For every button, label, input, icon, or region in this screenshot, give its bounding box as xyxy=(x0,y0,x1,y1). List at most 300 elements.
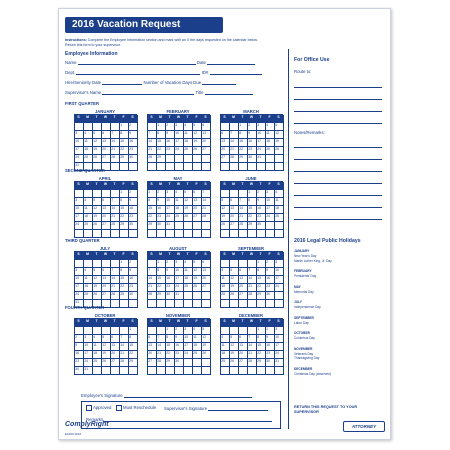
day-cell[interactable]: 20 xyxy=(102,284,111,292)
day-cell[interactable]: 8 xyxy=(120,198,129,206)
hire-field[interactable] xyxy=(102,79,142,85)
day-cell[interactable]: 10 xyxy=(184,335,193,343)
day-cell[interactable]: 27 xyxy=(230,222,239,230)
employee-signature-field[interactable] xyxy=(124,392,252,398)
day-cell[interactable]: 27 xyxy=(202,284,211,292)
day-cell[interactable]: 4 xyxy=(221,268,230,276)
day-cell[interactable]: 24 xyxy=(175,284,184,292)
day-cell[interactable]: 24 xyxy=(175,147,184,155)
day-cell[interactable]: 31 xyxy=(75,163,84,171)
day-cell[interactable]: 8 xyxy=(166,335,175,343)
day-cell[interactable]: 31 xyxy=(84,367,93,375)
notes-line[interactable] xyxy=(294,195,382,196)
day-cell[interactable]: 3 xyxy=(175,260,184,268)
day-cell[interactable]: 13 xyxy=(102,276,111,284)
day-cell[interactable]: 17 xyxy=(257,139,266,147)
day-cell[interactable]: 28 xyxy=(111,155,120,163)
day-cell[interactable]: 20 xyxy=(111,351,120,359)
day-cell[interactable]: 22 xyxy=(120,214,129,222)
day-cell[interactable]: 22 xyxy=(239,147,248,155)
day-cell[interactable]: 27 xyxy=(102,222,111,230)
day-cell[interactable]: 2 xyxy=(257,190,266,198)
day-cell[interactable]: 28 xyxy=(148,292,157,300)
day-cell[interactable]: 9 xyxy=(129,198,138,206)
day-cell[interactable]: 1 xyxy=(120,190,129,198)
day-cell[interactable]: 18 xyxy=(275,206,284,214)
day-cell[interactable]: 19 xyxy=(202,343,211,351)
day-cell[interactable]: 14 xyxy=(157,343,166,351)
day-cell[interactable]: 29 xyxy=(239,155,248,163)
day-cell[interactable]: 15 xyxy=(166,343,175,351)
day-cell[interactable]: 22 xyxy=(248,214,257,222)
day-cell[interactable]: 17 xyxy=(266,206,275,214)
day-cell[interactable]: 1 xyxy=(166,327,175,335)
day-cell[interactable]: 2 xyxy=(129,260,138,268)
day-cell[interactable]: 28 xyxy=(239,222,248,230)
day-cell[interactable]: 1 xyxy=(239,123,248,131)
day-cell[interactable]: 23 xyxy=(266,284,275,292)
day-cell[interactable]: 15 xyxy=(248,206,257,214)
day-cell[interactable]: 14 xyxy=(230,139,239,147)
day-cell[interactable]: 18 xyxy=(221,284,230,292)
day-cell[interactable]: 11 xyxy=(184,131,193,139)
day-cell[interactable]: 17 xyxy=(75,214,84,222)
day-cell[interactable]: 1 xyxy=(257,260,266,268)
day-cell[interactable]: 1 xyxy=(148,190,157,198)
notes-line[interactable] xyxy=(294,207,382,208)
day-cell[interactable]: 25 xyxy=(275,214,284,222)
day-cell[interactable]: 2 xyxy=(129,123,138,131)
day-cell[interactable]: 25 xyxy=(221,292,230,300)
day-cell[interactable]: 2 xyxy=(248,123,257,131)
day-cell[interactable]: 13 xyxy=(102,139,111,147)
approved-option[interactable] xyxy=(86,405,111,411)
day-cell[interactable]: 11 xyxy=(221,343,230,351)
day-cell[interactable]: 24 xyxy=(184,351,193,359)
day-cell[interactable]: 18 xyxy=(193,343,202,351)
day-cell[interactable]: 18 xyxy=(84,214,93,222)
day-cell[interactable]: 4 xyxy=(84,198,93,206)
day-cell[interactable]: 18 xyxy=(221,351,230,359)
day-cell[interactable]: 17 xyxy=(275,343,284,351)
day-cell[interactable]: 30 xyxy=(75,367,84,375)
day-cell[interactable]: 23 xyxy=(166,147,175,155)
day-cell[interactable]: 2 xyxy=(166,260,175,268)
day-cell[interactable]: 22 xyxy=(129,351,138,359)
day-cell[interactable]: 27 xyxy=(193,214,202,222)
day-cell[interactable]: 4 xyxy=(275,190,284,198)
day-cell[interactable]: 21 xyxy=(120,351,129,359)
day-cell[interactable]: 20 xyxy=(230,214,239,222)
day-cell[interactable]: 11 xyxy=(184,268,193,276)
day-cell[interactable]: 9 xyxy=(166,268,175,276)
day-cell[interactable]: 24 xyxy=(84,359,93,367)
day-cell[interactable]: 30 xyxy=(266,359,275,367)
day-cell[interactable]: 20 xyxy=(102,214,111,222)
day-cell[interactable]: 7 xyxy=(230,131,239,139)
day-cell[interactable]: 12 xyxy=(102,343,111,351)
day-cell[interactable]: 21 xyxy=(230,147,239,155)
day-cell[interactable]: 9 xyxy=(129,131,138,139)
day-cell[interactable]: 21 xyxy=(111,214,120,222)
day-cell[interactable]: 14 xyxy=(239,206,248,214)
day-cell[interactable]: 14 xyxy=(148,276,157,284)
day-cell[interactable]: 1 xyxy=(129,327,138,335)
day-cell[interactable]: 6 xyxy=(202,260,211,268)
day-cell[interactable]: 30 xyxy=(175,359,184,367)
day-cell[interactable]: 29 xyxy=(257,359,266,367)
day-cell[interactable]: 18 xyxy=(93,351,102,359)
day-cell[interactable]: 7 xyxy=(111,131,120,139)
day-cell[interactable]: 7 xyxy=(148,268,157,276)
day-cell[interactable]: 2 xyxy=(129,190,138,198)
day-cell[interactable]: 31 xyxy=(257,155,266,163)
day-cell[interactable]: 19 xyxy=(230,351,239,359)
day-cell[interactable]: 2 xyxy=(175,327,184,335)
day-cell[interactable]: 1 xyxy=(157,260,166,268)
day-cell[interactable]: 6 xyxy=(221,131,230,139)
day-cell[interactable]: 2 xyxy=(266,327,275,335)
day-cell[interactable]: 30 xyxy=(248,155,257,163)
day-cell[interactable]: 21 xyxy=(239,214,248,222)
day-cell[interactable]: 26 xyxy=(102,359,111,367)
notes-line[interactable] xyxy=(294,147,382,148)
day-cell[interactable]: 20 xyxy=(102,147,111,155)
day-cell[interactable]: 4 xyxy=(184,123,193,131)
day-cell[interactable]: 4 xyxy=(221,335,230,343)
day-cell[interactable]: 26 xyxy=(193,147,202,155)
day-cell[interactable]: 26 xyxy=(184,214,193,222)
day-cell[interactable]: 3 xyxy=(275,327,284,335)
day-cell[interactable]: 7 xyxy=(111,268,120,276)
day-cell[interactable]: 16 xyxy=(175,343,184,351)
day-cell[interactable]: 13 xyxy=(202,268,211,276)
day-cell[interactable]: 14 xyxy=(248,276,257,284)
day-cell[interactable]: 3 xyxy=(75,198,84,206)
day-cell[interactable]: 19 xyxy=(93,284,102,292)
day-cell[interactable]: 29 xyxy=(120,292,129,300)
day-cell[interactable]: 1 xyxy=(120,260,129,268)
day-cell[interactable]: 21 xyxy=(157,351,166,359)
must-reschedule-checkbox[interactable] xyxy=(116,405,122,411)
dept-field[interactable] xyxy=(76,69,200,75)
day-cell[interactable]: 2 xyxy=(166,123,175,131)
day-cell[interactable]: 15 xyxy=(148,206,157,214)
day-cell[interactable]: 9 xyxy=(75,343,84,351)
day-cell[interactable]: 4 xyxy=(175,190,184,198)
day-cell[interactable]: 21 xyxy=(111,284,120,292)
day-cell[interactable]: 21 xyxy=(248,351,257,359)
day-cell[interactable]: 30 xyxy=(157,222,166,230)
day-cell[interactable]: 14 xyxy=(248,343,257,351)
day-cell[interactable]: 8 xyxy=(157,268,166,276)
day-cell[interactable]: 28 xyxy=(111,222,120,230)
day-cell[interactable]: 11 xyxy=(175,198,184,206)
day-cell[interactable]: 29 xyxy=(157,292,166,300)
day-cell[interactable]: 13 xyxy=(230,206,239,214)
day-cell[interactable]: 27 xyxy=(239,292,248,300)
day-cell[interactable]: 1 xyxy=(248,190,257,198)
day-cell[interactable]: 9 xyxy=(166,131,175,139)
day-cell[interactable]: 6 xyxy=(230,198,239,206)
supervisor-field[interactable] xyxy=(102,89,194,95)
day-cell[interactable]: 19 xyxy=(275,139,284,147)
day-cell[interactable]: 5 xyxy=(230,335,239,343)
day-cell[interactable]: 24 xyxy=(75,155,84,163)
day-cell[interactable]: 10 xyxy=(75,206,84,214)
day-cell[interactable]: 17 xyxy=(75,284,84,292)
day-cell[interactable]: 31 xyxy=(166,222,175,230)
day-cell[interactable]: 17 xyxy=(184,343,193,351)
day-cell[interactable]: 20 xyxy=(221,147,230,155)
day-cell[interactable]: 21 xyxy=(148,147,157,155)
day-cell[interactable]: 14 xyxy=(111,139,120,147)
day-cell[interactable]: 27 xyxy=(221,155,230,163)
day-cell[interactable]: 12 xyxy=(93,206,102,214)
day-cell[interactable]: 8 xyxy=(120,268,129,276)
day-cell[interactable]: 1 xyxy=(120,123,129,131)
day-cell[interactable]: 25 xyxy=(266,147,275,155)
day-cell[interactable]: 29 xyxy=(148,222,157,230)
supervisor-signature-field[interactable] xyxy=(208,405,268,411)
day-cell[interactable]: 3 xyxy=(175,123,184,131)
day-cell[interactable]: 21 xyxy=(111,147,120,155)
day-cell[interactable]: 29 xyxy=(257,292,266,300)
notes-line[interactable] xyxy=(294,183,382,184)
day-cell[interactable]: 9 xyxy=(129,268,138,276)
day-cell[interactable]: 19 xyxy=(93,214,102,222)
day-cell[interactable]: 3 xyxy=(75,268,84,276)
day-cell[interactable]: 13 xyxy=(202,131,211,139)
day-cell[interactable]: 18 xyxy=(84,147,93,155)
day-cell[interactable]: 5 xyxy=(102,335,111,343)
day-cell[interactable]: 3 xyxy=(75,131,84,139)
day-cell[interactable]: 2 xyxy=(75,335,84,343)
day-cell[interactable]: 8 xyxy=(148,198,157,206)
day-cell[interactable]: 28 xyxy=(111,292,120,300)
day-cell[interactable]: 6 xyxy=(148,335,157,343)
day-cell[interactable]: 28 xyxy=(248,359,257,367)
day-cell[interactable]: 30 xyxy=(129,155,138,163)
day-cell[interactable]: 15 xyxy=(257,276,266,284)
day-cell[interactable]: 6 xyxy=(102,198,111,206)
day-cell[interactable]: 5 xyxy=(184,190,193,198)
day-cell[interactable]: 24 xyxy=(166,214,175,222)
day-cell[interactable]: 6 xyxy=(239,268,248,276)
day-cell[interactable]: 5 xyxy=(193,123,202,131)
day-cell[interactable]: 25 xyxy=(84,155,93,163)
day-cell[interactable]: 16 xyxy=(129,206,138,214)
day-cell[interactable]: 4 xyxy=(193,327,202,335)
day-cell[interactable]: 20 xyxy=(148,351,157,359)
day-cell[interactable]: 22 xyxy=(157,147,166,155)
day-cell[interactable]: 8 xyxy=(257,335,266,343)
day-cell[interactable]: 10 xyxy=(175,268,184,276)
day-cell[interactable]: 15 xyxy=(257,343,266,351)
day-cell[interactable]: 16 xyxy=(166,276,175,284)
day-cell[interactable]: 16 xyxy=(157,206,166,214)
day-cell[interactable]: 19 xyxy=(230,284,239,292)
day-cell[interactable]: 3 xyxy=(184,327,193,335)
day-cell[interactable]: 26 xyxy=(93,222,102,230)
day-cell[interactable]: 16 xyxy=(129,276,138,284)
day-cell[interactable]: 2 xyxy=(157,190,166,198)
day-cell[interactable]: 26 xyxy=(93,155,102,163)
day-cell[interactable]: 23 xyxy=(129,147,138,155)
day-cell[interactable]: 22 xyxy=(148,214,157,222)
day-cell[interactable]: 29 xyxy=(157,155,166,163)
day-cell[interactable]: 23 xyxy=(175,351,184,359)
day-cell[interactable]: 8 xyxy=(120,131,129,139)
day-cell[interactable]: 12 xyxy=(193,268,202,276)
day-cell[interactable]: 25 xyxy=(221,359,230,367)
day-cell[interactable]: 5 xyxy=(221,198,230,206)
day-cell[interactable]: 14 xyxy=(111,276,120,284)
day-cell[interactable]: 29 xyxy=(166,359,175,367)
remarks-field[interactable] xyxy=(104,416,272,422)
id-field[interactable] xyxy=(210,69,262,75)
day-cell[interactable]: 26 xyxy=(275,147,284,155)
day-cell[interactable]: 12 xyxy=(184,198,193,206)
day-cell[interactable]: 9 xyxy=(266,335,275,343)
day-cell[interactable]: 27 xyxy=(239,359,248,367)
day-cell[interactable]: 24 xyxy=(75,222,84,230)
day-cell[interactable]: 13 xyxy=(148,343,157,351)
day-cell[interactable]: 4 xyxy=(84,131,93,139)
day-cell[interactable]: 28 xyxy=(202,214,211,222)
day-cell[interactable]: 28 xyxy=(120,359,129,367)
notes-line[interactable] xyxy=(294,159,382,160)
day-cell[interactable]: 15 xyxy=(129,343,138,351)
day-cell[interactable]: 12 xyxy=(93,139,102,147)
day-cell[interactable]: 15 xyxy=(157,139,166,147)
day-cell[interactable]: 20 xyxy=(193,206,202,214)
day-cell[interactable]: 18 xyxy=(175,206,184,214)
day-cell[interactable]: 16 xyxy=(129,139,138,147)
day-cell[interactable]: 6 xyxy=(102,268,111,276)
day-cell[interactable]: 25 xyxy=(193,351,202,359)
day-cell[interactable]: 13 xyxy=(239,343,248,351)
day-cell[interactable]: 16 xyxy=(75,351,84,359)
day-cell[interactable]: 5 xyxy=(93,131,102,139)
day-cell[interactable]: 8 xyxy=(248,198,257,206)
day-cell[interactable]: 11 xyxy=(221,276,230,284)
day-cell[interactable]: 13 xyxy=(111,343,120,351)
day-cell[interactable]: 14 xyxy=(120,343,129,351)
day-cell[interactable]: 14 xyxy=(111,206,120,214)
day-cell[interactable]: 18 xyxy=(84,284,93,292)
day-cell[interactable]: 19 xyxy=(102,351,111,359)
day-cell[interactable]: 1 xyxy=(257,327,266,335)
day-cell[interactable]: 7 xyxy=(239,198,248,206)
day-cell[interactable]: 10 xyxy=(266,198,275,206)
day-cell[interactable]: 19 xyxy=(93,147,102,155)
day-cell[interactable]: 20 xyxy=(202,276,211,284)
day-cell[interactable]: 11 xyxy=(84,139,93,147)
date-field[interactable] xyxy=(207,59,255,65)
day-cell[interactable]: 4 xyxy=(93,335,102,343)
day-cell[interactable]: 30 xyxy=(257,222,266,230)
day-cell[interactable]: 12 xyxy=(93,276,102,284)
day-cell[interactable]: 15 xyxy=(239,139,248,147)
day-cell[interactable]: 15 xyxy=(120,139,129,147)
day-cell[interactable]: 8 xyxy=(257,268,266,276)
day-cell[interactable]: 30 xyxy=(266,292,275,300)
day-cell[interactable]: 3 xyxy=(84,335,93,343)
day-cell[interactable]: 17 xyxy=(75,147,84,155)
name-field[interactable] xyxy=(78,59,196,65)
day-cell[interactable]: 27 xyxy=(202,147,211,155)
day-cell[interactable]: 12 xyxy=(221,206,230,214)
day-cell[interactable]: 15 xyxy=(120,206,129,214)
day-cell[interactable]: 20 xyxy=(202,139,211,147)
day-cell[interactable]: 18 xyxy=(266,139,275,147)
route-line[interactable] xyxy=(294,111,382,112)
day-cell[interactable]: 20 xyxy=(239,284,248,292)
day-cell[interactable]: 7 xyxy=(248,335,257,343)
day-cell[interactable]: 21 xyxy=(202,206,211,214)
day-cell[interactable]: 5 xyxy=(93,268,102,276)
approved-checkbox[interactable] xyxy=(86,405,92,411)
day-cell[interactable]: 23 xyxy=(157,214,166,222)
day-cell[interactable]: 5 xyxy=(275,123,284,131)
day-cell[interactable]: 3 xyxy=(166,190,175,198)
day-cell[interactable]: 23 xyxy=(166,284,175,292)
day-cell[interactable]: 24 xyxy=(275,284,284,292)
day-cell[interactable]: 6 xyxy=(202,123,211,131)
day-cell[interactable]: 26 xyxy=(202,351,211,359)
day-cell[interactable]: 28 xyxy=(157,359,166,367)
day-cell[interactable]: 6 xyxy=(111,335,120,343)
day-cell[interactable]: 23 xyxy=(248,147,257,155)
day-cell[interactable]: 7 xyxy=(148,131,157,139)
day-cell[interactable]: 17 xyxy=(175,139,184,147)
day-cell[interactable]: 23 xyxy=(257,214,266,222)
day-cell[interactable]: 27 xyxy=(148,359,157,367)
day-cell[interactable]: 21 xyxy=(248,284,257,292)
day-cell[interactable]: 30 xyxy=(166,292,175,300)
day-cell[interactable]: 25 xyxy=(93,359,102,367)
day-cell[interactable]: 7 xyxy=(120,335,129,343)
day-cell[interactable]: 26 xyxy=(221,222,230,230)
day-cell[interactable]: 12 xyxy=(202,335,211,343)
day-cell[interactable]: 25 xyxy=(184,147,193,155)
day-cell[interactable]: 4 xyxy=(84,268,93,276)
must-reschedule-option[interactable] xyxy=(116,405,156,411)
day-cell[interactable]: 23 xyxy=(129,284,138,292)
day-cell[interactable]: 27 xyxy=(102,155,111,163)
day-cell[interactable]: 9 xyxy=(266,268,275,276)
day-cell[interactable]: 25 xyxy=(84,222,93,230)
day-cell[interactable]: 15 xyxy=(157,276,166,284)
route-line[interactable] xyxy=(294,87,382,88)
day-cell[interactable]: 23 xyxy=(266,351,275,359)
day-cell[interactable]: 6 xyxy=(193,190,202,198)
day-cell[interactable]: 18 xyxy=(184,139,193,147)
day-cell[interactable]: 16 xyxy=(248,139,257,147)
day-cell[interactable]: 22 xyxy=(257,284,266,292)
day-cell[interactable]: 3 xyxy=(266,190,275,198)
day-cell[interactable]: 24 xyxy=(266,214,275,222)
day-cell[interactable]: 26 xyxy=(93,292,102,300)
day-cell[interactable]: 8 xyxy=(157,131,166,139)
day-cell[interactable]: 13 xyxy=(239,276,248,284)
day-cell[interactable]: 19 xyxy=(184,206,193,214)
day-cell[interactable]: 10 xyxy=(175,131,184,139)
route-line[interactable] xyxy=(294,99,382,100)
day-cell[interactable]: 31 xyxy=(275,359,284,367)
day-cell[interactable]: 9 xyxy=(257,198,266,206)
